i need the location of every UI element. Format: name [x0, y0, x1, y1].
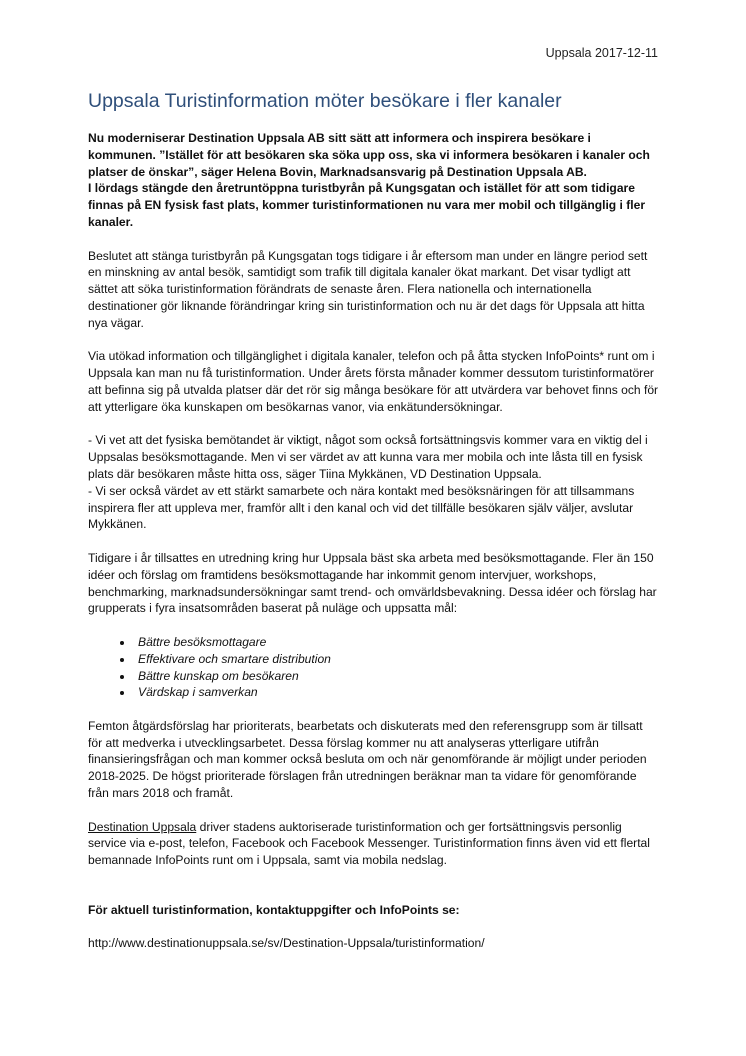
lead-text: Nu moderniserar Destination Uppsala AB sitt sätt att informera och inspirera besökare i kommunen. ”Istället för att besökaren ska söka upp oss, ska vi informera besökaren i kanaler och platser de önskar”, säger Helena Bovin, Marknadsansvarig på Destination Uppsala AB. — [88, 131, 650, 179]
focus-area-list — [88, 634, 660, 701]
article-body — [88, 130, 660, 969]
list-item: • Värdskap i samverkan — [134, 684, 660, 701]
paragraph-5 — [88, 819, 660, 869]
date-line: Uppsala 2017-12-11 — [545, 46, 658, 60]
paragraph-3: Tidigare i år tillsattes en utredning kring hur Uppsala bäst ska arbeta med besöksmottagande. Fler än 150 idéer och förslag om framtidens besöksmottagande har inkommit genom intervjuer, workshops, benchmarking, marknadsundersökningar samt trend- och omvärldsbevakning. Dessa idéer och förslag har grupperats i fyra insatsområden baserat på nuläge och uppsatta mål: — [88, 550, 657, 616]
lead-paragraph-2: I lördags stängde den åretruntöppna turistbyrån på Kungsgatan och istället för att som tidigare finnas på EN fysisk fast plats, kommer turistinformationen nu vara mer mobil och tillgänglig i fler kanaler. — [88, 181, 646, 229]
quote-paragraph-2: - Vi ser också värdet av ett stärkt samarbete och nära kontakt med besöksnäringen för att tillsammans inspirera fler att uppleva mer, framför allt i den kanal och vid det tillfälle besökaren själv väljer, avslutar Mykkänen. — [88, 483, 635, 532]
list-item: • Effektivare och smartare distribution — [134, 651, 660, 668]
contact-url[interactable]: http://www.destinationuppsala.se/sv/Destination-Uppsala/turistinformation/ — [88, 936, 485, 951]
spacer — [88, 886, 660, 902]
page-title: Uppsala Turistinformation möter besökare i fler kanaler — [88, 90, 562, 112]
paragraph-2: Via utökad information och tillgänglighet i digitala kanaler, telefon och på åtta stycken InfoPoints* runt om i Uppsala kan man nu få turistinformation. Under årets första månader kommer dessutom turistinformatörer att befinna sig på utvalda platser där det rör sig många besökare för att utvärdera var behovet finns och för att ytterligare öka kunskapen om besökarnas vanor, via enkätundersökningar. — [88, 349, 659, 414]
lead-paragraph — [88, 130, 660, 180]
quote-paragraph-1: - Vi vet att det fysiska bemötandet är viktigt, något som också fortsättningsvis kommer vara en viktig del i Uppsalas besöksmottagande. Men vi ser värdet av att kunna vara mer mobila och inte låsta till en fysisk plats där besökaren måste hitta oss, säger Tiina Mykkänen, VD Destination Uppsala. — [88, 433, 648, 481]
paragraph-5-text: driver stadens auktoriserade turistinformation och ger fortsättningsvis personlig service via e-post, telefon, Facebook och Facebook Messenger. Turistinformation finns även vid ett flertal bemannade InfoPoints runt om i Uppsala, samt via mobila nedslag. — [88, 819, 650, 868]
paragraph-1: Beslutet att stänga turistbyrån på Kungsgatan togs tidigare i år eftersom man under en längre period sett en minskning av antal besök, samtidigt som trafik till digitala kanaler ökat markant. Det visar tydligt att sättet att söka turistinformation förändrats de senaste åren. Flera nationella och internationella destinationer gör liknande förändringar kring sin turistinformation och nu är det dags för Uppsala att hitta nya vägar. — [88, 248, 648, 330]
destination-uppsala-link[interactable]: Destination Uppsala — [88, 819, 197, 834]
contact-heading: För aktuell turistinformation, kontaktuppgifter och InfoPoints se: — [88, 902, 460, 917]
list-item: • Bättre besöksmottagare — [134, 634, 660, 651]
paragraph-4: Femton åtgärdsförslag har prioriterats, bearbetats och diskuterats med den referensgrupp som är tillsatt för att medverka i utvecklingsarbetet. Dessa förslag kommer nu att analyseras ytterligare utifrån finansieringsfrågan och man kommer också besluta om och när genomförande är möjligt under perioden 2018-2025. De högst prioriterade förslagen från utredningen beräknar man ta vidare för genomförande från mars 2018 och framåt. — [88, 718, 647, 801]
list-item: • Bättre kunskap om besökaren — [134, 668, 660, 685]
